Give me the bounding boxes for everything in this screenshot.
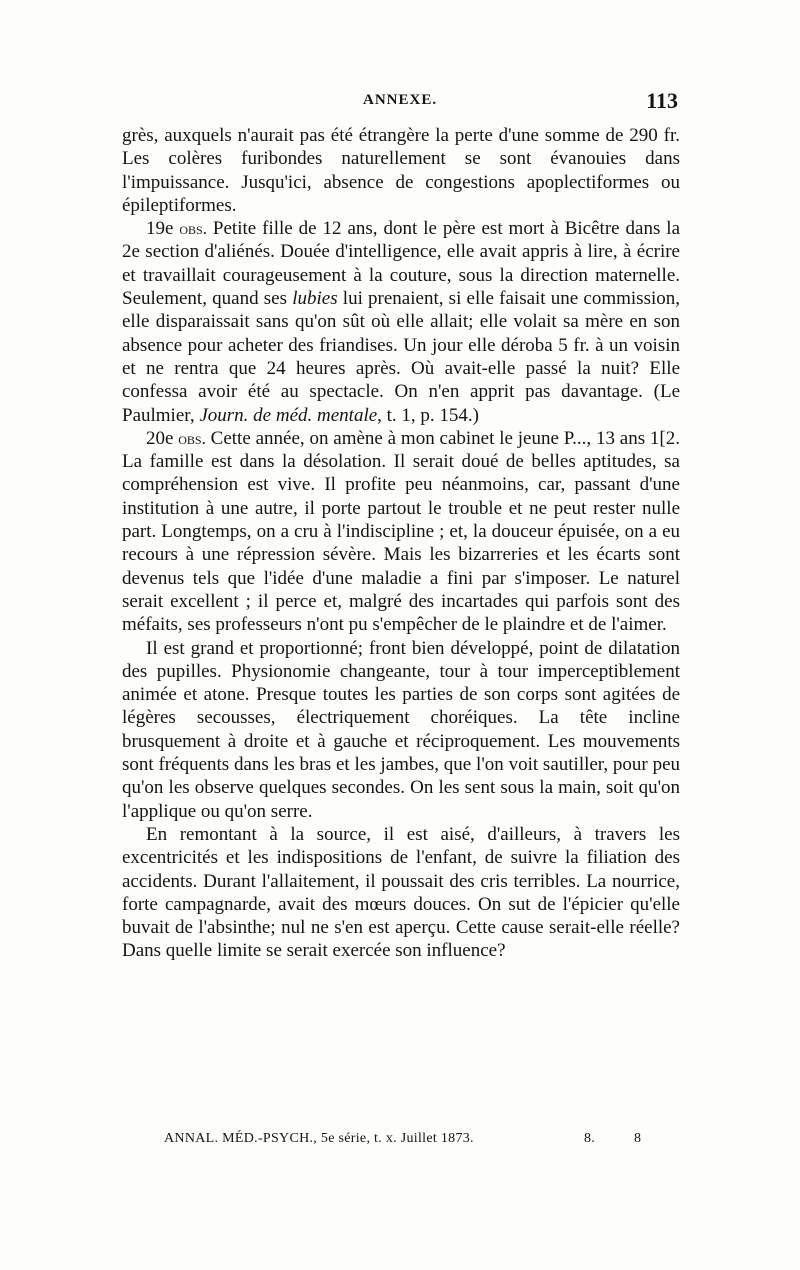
observation-text: Cette année, on amène à mon cabinet le jeune P..., 13 ans 1[2. La famille est dans la désolation. Il serait doué de belles aptitudes, sa compréhension est vive. Il profite peu néanmoins, car, passant d'une institution à une autre, il porte partout le trouble et ne peut rester nulle part. Longtemps, on a cru à l'indiscipline ; et, la douceur épuisée, on a eu recours à une répression sévère. Mais les bizarreries et les écarts sont devenus tels que l'idée d'une maladie a fini par s'imposer. Le naturel serait excellent ; il perce et, malgré des incartades qui parfois sont des méfaits, ses professeurs n'ont pu s'empêcher de le plaindre et de l'aimer. — [122, 427, 681, 636]
page-number: 113 — [646, 88, 678, 113]
journal-citation: Journ. de méd. mentale — [199, 404, 378, 426]
paragraph-observation-20 — [122, 427, 680, 637]
paragraph-description: Il est grand et proportionné; front bien développé, point de dilatation des pupilles. Physionomie changeante, tour à tour imperceptiblement animée et atone. Presque toutes les parties de son corps sont agitées de légères secousses, électriquement choréiques. La tête incline brusquement à droite et à gauche et réciproquement. Les mouvements sont fréquents dans les bras et les jambes, que l'on voit sautiller, pour peu qu'on les observe quelques secondes. On les sent sous la main, soit qu'on l'applique ou qu'on serre. — [122, 637, 680, 822]
running-title: ANNEXE. — [363, 92, 438, 108]
observation-label: obs. — [179, 219, 207, 239]
observation-text-a: Petite fille de 12 ans, dont le père est mort à Bicêtre dans la 2e section d'aliénés. Douée d'intelligence, elle avait appris à lire, à écrire et travaillait courageusement à la couture, sous la direction maternelle. Seulement, quand ses — [122, 218, 681, 310]
paragraph-observation-19 — [122, 217, 680, 427]
observation-number: 19e — [146, 218, 174, 240]
signature-mark-secondary: 8 — [634, 1131, 642, 1146]
observation-label: obs. — [178, 428, 206, 448]
signature-mark: 8. — [584, 1131, 596, 1146]
page-header — [123, 88, 678, 120]
paragraph-history: En remontant à la source, il est aisé, d'ailleurs, à travers les excentricités et les indispositions de l'enfant, de suivre la filiation des accidents. Durant l'allaitement, il poussait des cris terribles. La nourrice, forte campagnarde, avait des mœurs douces. On sut de l'épicier qu'elle buvait de l'absinthe; nul ne s'en est aperçu. Cette cause serait-elle réelle? Dans quelle limite se serait exercée son influence? — [122, 823, 680, 962]
observation-text-b: lui prenaient, si elle faisait une commission, elle disparaissait sans qu'on sût où elle allait; elle volait sa mère en son absence pour acheter des friandises. Un jour elle déroba 5 fr. à un voisin et ne rentra que 24 heures après. Où avait-elle passé la nuit? Elle confessa avoir été au spectacle. On n'en apprit pas davantage. (Le Paulmier, — [122, 288, 680, 426]
page-body — [122, 124, 680, 963]
observation-number: 20e — [146, 427, 174, 449]
journal-reference: ANNAL. MÉD.-PSYCH., 5e série, t. x. Juillet 1873. — [164, 1131, 474, 1146]
observation-italic-term: lubies — [292, 288, 338, 310]
observation-text-c: , t. 1, p. 154.) — [377, 404, 480, 426]
paragraph-continuation: grès, auxquels n'aurait pas été étrangère la perte d'une somme de 290 fr. Les colères furibondes naturellement se sont évanouies dans l'impuissance. Jusqu'ici, absence de congestions apoplectiformes ou épileptiformes. — [122, 125, 680, 216]
